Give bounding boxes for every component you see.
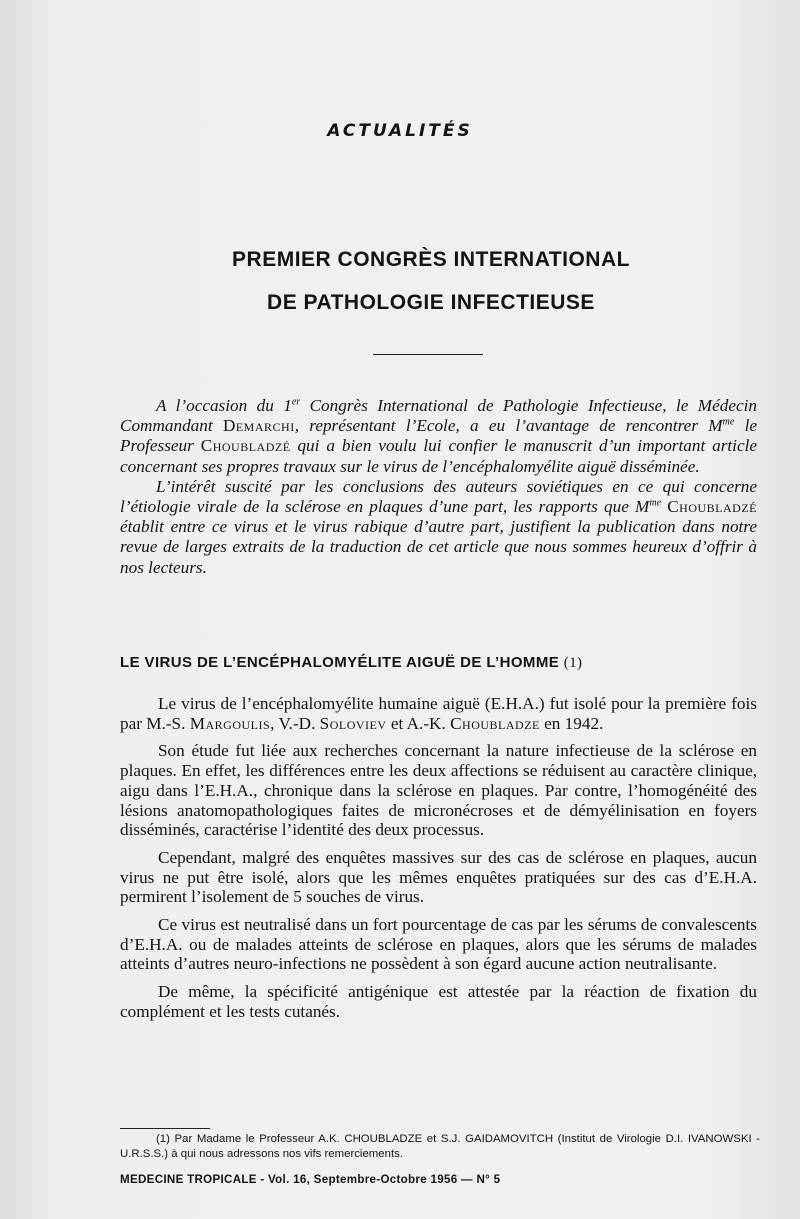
article-title-line-2: DE PATHOLOGIE INFECTIEUSE xyxy=(267,291,595,314)
intro-text: qui a bien voulu lui confier le manuscrit d’un important article concernant ses propres travaux sur le virus de l’encéphalomyélite aiguë disséminée. xyxy=(120,436,757,476)
author-name: Choubladzé xyxy=(200,436,291,456)
intro-text: Congrès International de Pathologie Infectieuse, le Médecin Commandant xyxy=(120,396,757,436)
intro-text: A l’occasion du 1 xyxy=(156,396,292,415)
body-text: Le virus de l’encéphalomyélite humaine aiguë (E.H.A.) fut isolé pour la première fois par M.-S. xyxy=(120,694,757,733)
superscript: me xyxy=(649,497,662,509)
title-divider xyxy=(373,354,483,355)
body-text: , V.-D. xyxy=(270,713,320,733)
intro-text: , représentant l’Ecole, a eu l’avantage de rencontrer M xyxy=(294,416,723,436)
section-heading-text: LE VIRUS DE L’ENCÉPHALOMYÉLITE AIGUË DE L’HOMME xyxy=(120,654,560,671)
intro-paragraph-1 xyxy=(120,396,757,477)
article-title-line-1: PREMIER CONGRÈS INTERNATIONAL xyxy=(232,248,630,271)
body-paragraph-3: Cependant, malgré des enquêtes massives sur des cas de sclérose en plaques, aucun virus ne put être isolé, alors que les mêmes enquêtes pratiquées sur des cas d’E.H.A. permirent l’isolement de 5 souches de virus. xyxy=(120,847,757,907)
intro-paragraph-2 xyxy=(120,477,757,578)
superscript: me xyxy=(722,416,735,428)
intro-text: établit entre ce virus et le virus rabique d’autre part, justifient la publication dans notre revue de larges extraits de la traduction de cet article que nous sommes heureux d’offrir à nos lecteurs. xyxy=(120,517,757,577)
author-name: Soloviev xyxy=(319,713,387,733)
author-name: Margoulis xyxy=(189,713,271,733)
body-paragraph-4: Ce virus est neutralisé dans un fort pourcentage de cas par les sérums de convalescents d’E.H.A. ou de malades atteints de sclérose en plaques, alors que les sérums de malades atteints d’autres neuro-infections ne possèdent à son égard aucune action neutralisante. xyxy=(120,915,757,974)
footnote: (1) Par Madame le Professeur A.K. CHOUBLADZE et S.J. GAIDAMOVITCH (Institut de Virologie D.I. IVANOWSKI - U.R.S.S.) à qui nous adressons nos vifs remerciements. xyxy=(120,1133,760,1160)
section-heading xyxy=(120,654,760,672)
intro-text: le Professeur xyxy=(120,416,757,456)
body-paragraph-1 xyxy=(120,694,757,733)
footnote-divider xyxy=(120,1128,210,1129)
superscript: er xyxy=(291,396,301,408)
intro-text: L’intérêt suscité par les conclusions des auteurs soviétiques en ce qui concerne l’étiologie virale de la sclérose en plaques d’une part, les rapports que M xyxy=(120,476,757,517)
body-text: et A.-K. xyxy=(386,713,451,733)
editorial-introduction xyxy=(120,396,757,578)
body-paragraph-5: De même, la spécificité antigénique est attestée par la réaction de fixation du complément et les tests cutanés. xyxy=(120,982,757,1021)
footnote-reference: (1) xyxy=(563,655,583,671)
author-name: Demarchi xyxy=(222,416,295,436)
article-body xyxy=(120,694,757,1030)
author-name: Choubladze xyxy=(450,713,540,733)
body-paragraph-2: Son étude fut liée aux recherches concernant la nature infectieuse de la sclérose en plaques. En effet, les différences entre les deux affections se réduisent au caractère clinique, aigu dans l’E.H.A., chronique dans la sclérose en plaques. Par contre, l’homogénéité des lésions anatomopathologiques faites de micronécroses et de démyélinisation en foyers disséminés, caractérise l’identité des deux processus. xyxy=(120,741,757,840)
author-name: Choubladzé xyxy=(667,497,758,517)
section-rubric: ACTUALITÉS xyxy=(327,121,473,141)
body-text: en 1942. xyxy=(539,713,604,733)
running-footer: MEDECINE TROPICALE - Vol. 16, Septembre-Octobre 1956 — N° 5 xyxy=(120,1173,501,1186)
